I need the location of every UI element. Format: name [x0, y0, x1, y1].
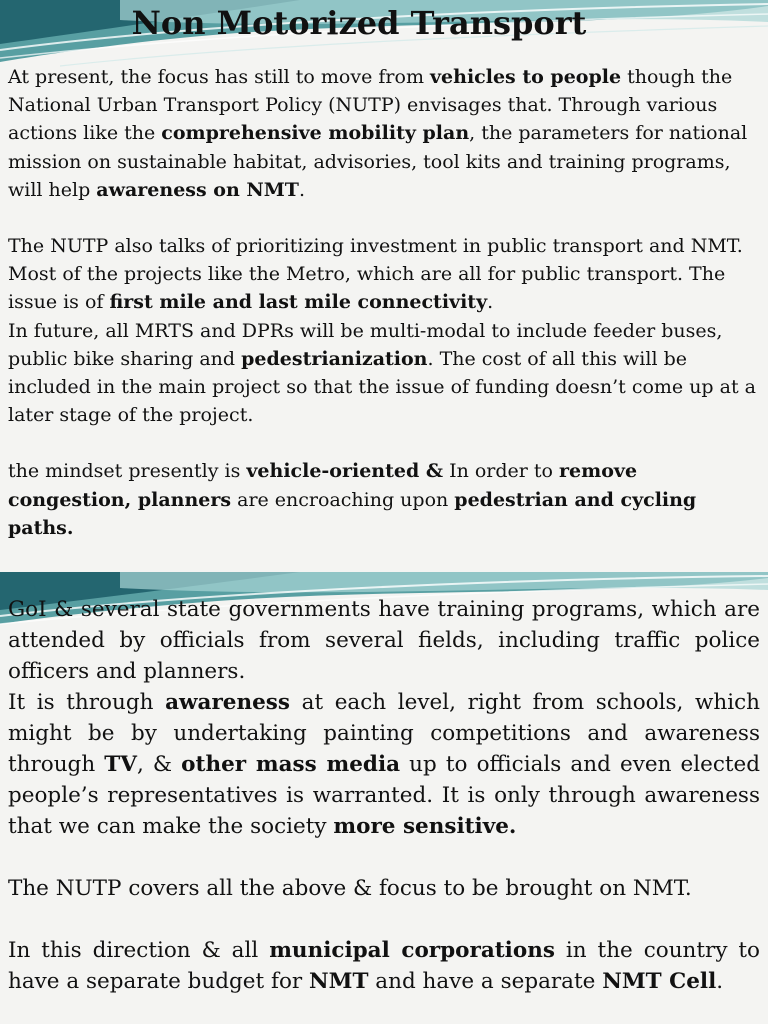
paragraph-direction: In this direction & all municipal corporations in the country to have a separate budget for NMT and have a separate NMT Cell. — [8, 938, 760, 994]
slide-2 — [0, 572, 768, 1024]
paragraph-future: In future, all MRTS and DPRs will be multi-modal to include feeder buses, public bike sharing and pedestrianization. The cost of all this will be included in the main project so that the issue of funding doesn’t come up at a later stage of the project. — [8, 319, 756, 427]
paragraph-mindset: the mindset presently is vehicle-oriented & In order to remove congestion, planners are encroaching upon pedestrian and cycling paths. — [8, 460, 697, 539]
paragraph-investment: The NUTP also talks of prioritizing investment in public transport and NMT. — [8, 235, 743, 258]
paragraph-awareness: It is through awareness at each level, right from schools, which might be by undertaking painting competitions and awareness through TV, & other mass media up to officials and even elected people’s representatives is warranted. It is only through awareness that we can make the society more sensitive. — [8, 690, 761, 839]
slide-1-body — [8, 63, 760, 542]
paragraph-focus: At present, the focus has still to move from vehicles to people though the National Urban Transport Policy (NUTP) envisages that. Through various actions like the comprehensive mobility plan, the parameters for national mission on sustainable habitat, advisories, tool kits and training programs, will help awareness on NMT. — [8, 66, 748, 201]
paragraph-metro: Most of the projects like the Metro, which are all for public transport. The issue is of first mile and last mile connectivity. — [8, 263, 726, 314]
slide-title: Non Motorized Transport — [131, 4, 587, 42]
paragraph-training: GoI & several state governments have training programs, which are attended by officials from several fields, including traffic police officers and planners. — [8, 597, 760, 684]
slide-2-body — [8, 594, 760, 997]
paragraph-nutp-covers: The NUTP covers all the above & focus to be brought on NMT. — [8, 876, 692, 901]
